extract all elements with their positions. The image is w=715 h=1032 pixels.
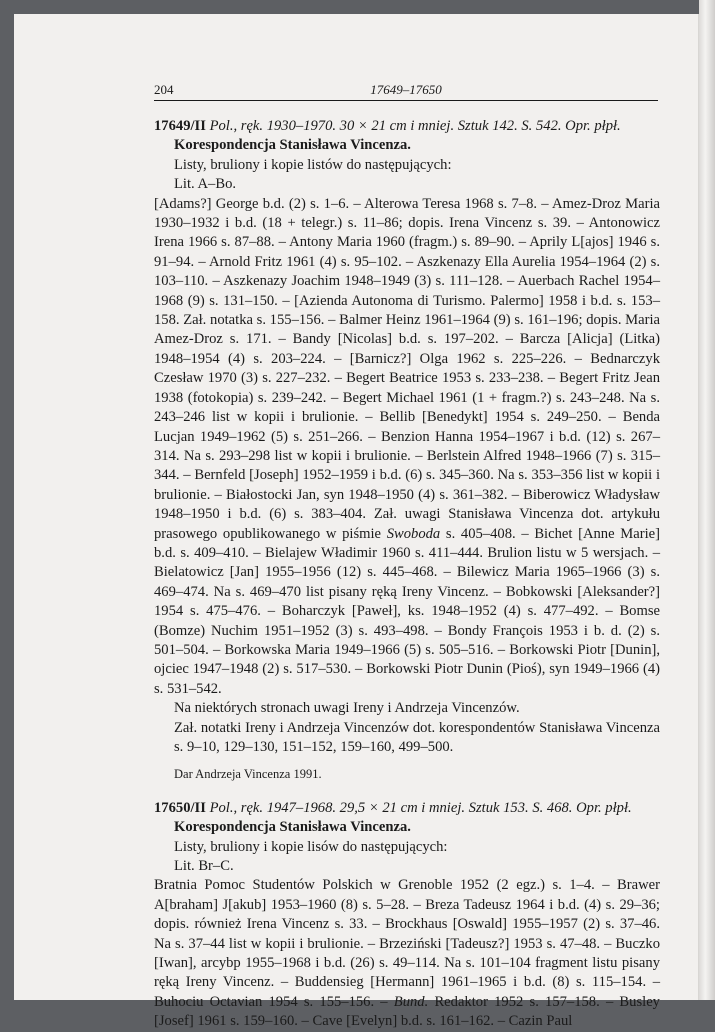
entry-number: 17650/II (154, 799, 206, 816)
entry-physical-description: Pol., ręk. 1947–1968. 29,5 × 21 cm i mniej. Sztuk 153. S. 468. Opr. płpł. (209, 799, 632, 816)
journal-title: Swoboda (386, 525, 441, 542)
entry-attachment-note: Zał. notatki Ireny i Andrzeja Vincenzów dot. korespondentów Stanisława Vincenza s. 9–10, 129–130, 151–152, 159–160, 499–500. (174, 719, 660, 755)
page-number: 204 (154, 82, 174, 97)
journal-title: Bund. (393, 993, 429, 1010)
entry-heading (154, 799, 660, 818)
document-page (14, 14, 700, 1030)
entry-range: 17649–17650 (370, 82, 442, 97)
entry-description: Listy, bruliony i kopie lisów do następujących: (174, 838, 448, 855)
entry-letter-range: Lit. Br–C. (174, 858, 234, 875)
entry-provenance: Dar Andrzeja Vincenza 1991. (174, 767, 322, 782)
entry-heading (154, 117, 660, 136)
entry-correspondents: [Adams?] George b.d. (2) s. 1–6. – Alterowa Teresa 1968 s. 7–8. – Amez-Droz Maria 1930–1932 i b.d. (18 + telegr.) s. 11–86; dopis. Irena Vincenz s. 39. – Antonowicz Irena 1966 s. 87–88. – Antony Maria 1960 (fragm.) s. 89–90. – Aprily L[ajos] 1946 s. 91–94. – Arnold Fritz 1961 (4) s. 95–102. – Aszkenazy Ella Aurelia 1954–1964 (2) s. 103–110. – Aszkenazy Joachim 1948–1949 (3) s. 111–128. – Auerbach Rachel 1954–1968 (9) s. 131–150. – [Azienda Autonoma di Turismo. Palermo] 1958 i b.d. s. 153–158. Zał. notatka s. 155–156. – Balmer Heinz 1961–1964 (9) s. 161–196; dopis. Maria Amez-Droz s. 171. – Bandy [Nicolas] b.d. s. 197–202. – Barcza [Alicja] (Litka) 1948–1954 (4) s. 203–224. – [Barnicz?] Olga 1962 s. 225–226. – Bednarczyk Czesław 1970 (3) s. 227–232. – Begert Beatrice 1953 s. 233–238. – Begert Fritz Jean 1938 (fotokopia) s. 239–242. – Begert Michael 1961 (1 + fragm.?) s. 243–248. Na s. 243–246 list w kopii i brulionie. – Bellib [Benedykt] 1954 s. 249–250. – Benda Lucjan 1949–1962 (5) s. 251–266. – Benzion Hanna 1954–1967 i b.d. (12) s. 267–314. Na s. 293–298 list w kopii i brulionie. – Berlstein Alfred 1948–1966 (7) s. 315–344. – Bernfeld [Joseph] 1952–1959 i b.d. (6) s. 345–360. Na s. 353–356 list w kopii i brulionie. – Białostocki Jan, syn 1948–1950 (4) s. 361–382. – Biberowicz Władysław 1948–1950 i b.d. (6) s. 383–404. Zał. uwagi Stanisława Vincenza dot. artykułu prasowego opublikowanego w piśmie Swoboda s. 405–408. – Bichet [Anne Marie] b.d. s. 409–410. – Bielajew Władimir 1960 s. 411–444. Brulion listu w 5 wersjach. – Bielatowicz [Jan] 1955–1956 (12) s. 445–468. – Bilewicz Maria 1965–1966 (3) s. 469–474. Na s. 469–470 list pisany ręką Ireny Vincenz. – Bobkowski [Aleksander?] 1954 s. 475–476. – Boharczyk [Paweł], ks. 1948–1952 (4) s. 477–492. – Bomse (Bomze) Nuchim 1951–1952 (3) s. 493–498. – Bondy François 1953 i b. d. (2) s. 501–504. – Borkowska Maria 1949–1966 (5) s. 505–516. – Borkowski Piotr [Dunin], ojciec 1947–1948 (2) s. 517–530. – Borkowski Piotr Dunin (Pioś), syn 1949–1966 (4) s. 531–542. (154, 195, 660, 697)
entry-correspondents: Bratnia Pomoc Studentów Polskich w Grenoble 1952 (2 egz.) s. 1–4. – Brawer A[braham] J[akub] 1953–1960 (8) s. 5–28. – Breza Tadeusz 1964 i b.d. (4) s. 29–36; dopis. również Irena Vincenz s. 33. – Brockhaus [Oswald] 1955–1957 (2) s. 37–46. Na s. 37–44 list w kopii i brulionie. – Brzeziński [Tadeusz?] 1953 s. 47–48. – Buczko [Iwan], arcybp 1955–1968 i b.d. (26) s. 49–114. Na s. 101–104 fragment listu pisany ręką Ireny Vincenz. – Buddensieg [Hermann] 1961–1965 i b.d. (8) s. 115–154. – Buhociu Octavian 1954 s. 155–156. – Bund. Redaktor 1952 s. 157–158. – Busley [Josef] 1961 s. 159–160. – Cave [Evelyn] b.d. s. 161–162. – Cazin Paul (154, 877, 660, 1030)
catalog-content (154, 117, 660, 1032)
entry-letter-range: Lit. A–Bo. (174, 176, 237, 193)
entry-note: Na niektórych stronach uwagi Ireny i Andrzeja Vincenzów. (174, 700, 520, 717)
running-header (154, 82, 658, 101)
entry-title: Korespondencja Stanisława Vincenza. (174, 137, 411, 154)
entry-physical-description: Pol., ręk. 1930–1970. 30 × 21 cm i mniej. Sztuk 142. S. 542. Opr. płpł. (209, 118, 621, 134)
page-edge (699, 0, 715, 1000)
catalog-entry (154, 799, 660, 1032)
catalog-entry (154, 117, 660, 785)
entry-description: Listy, bruliony i kopie listów do następujących: (174, 156, 452, 173)
entry-number: 17649/II (154, 118, 206, 134)
entry-title: Korespondencja Stanisława Vincenza. (174, 819, 411, 836)
